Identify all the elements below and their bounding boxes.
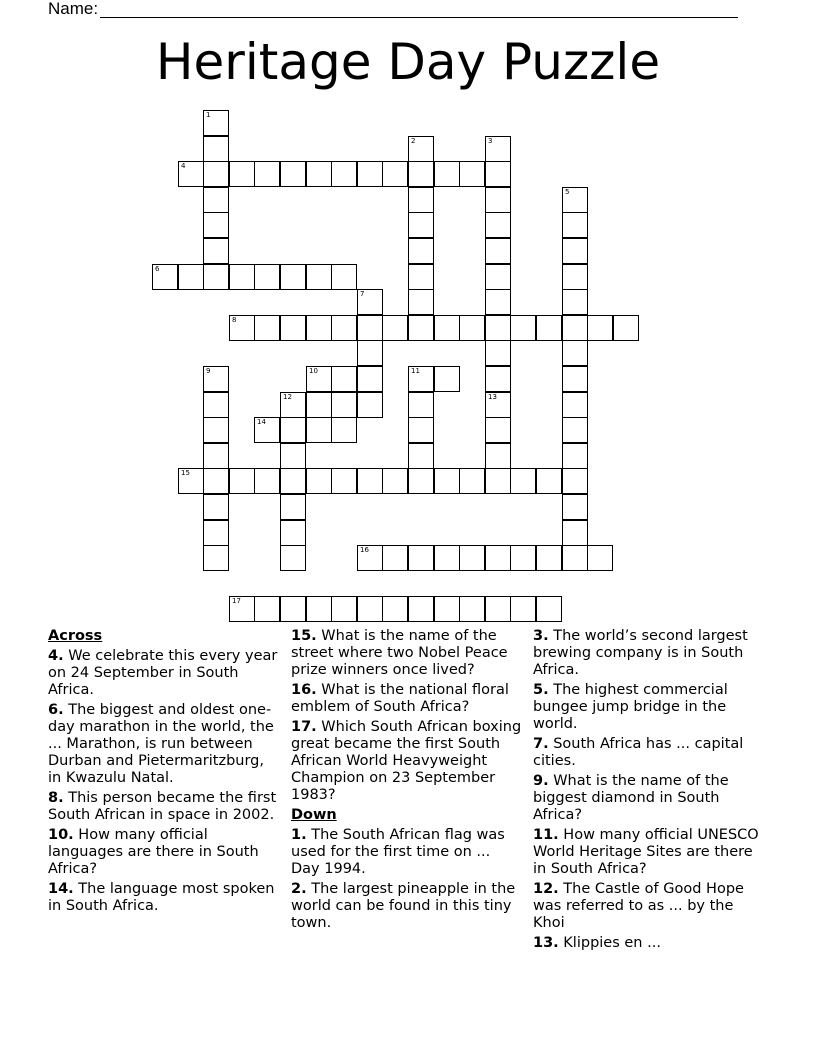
clue-number: 6: [155, 265, 160, 273]
clue-number: 10: [309, 367, 318, 375]
clue-text: How many official languages are there in South Africa?: [48, 827, 259, 877]
crossword-cell[interactable]: [203, 366, 229, 392]
across-clue-list: [48, 648, 280, 915]
across-clue-list-continued: [291, 628, 523, 804]
crossword-cell[interactable]: [510, 545, 536, 571]
clue-column-2: [291, 628, 523, 935]
clue-number: 16: [360, 546, 369, 554]
clue: [533, 881, 765, 932]
crossword-cell[interactable]: [152, 264, 178, 290]
down-clue-list-continued: [533, 628, 765, 952]
clue-number-label: 14.: [48, 881, 74, 897]
crossword-cell[interactable]: [485, 136, 511, 162]
crossword-cell[interactable]: [459, 315, 485, 341]
clue: [48, 881, 280, 915]
crossword-cell[interactable]: [280, 315, 306, 341]
crossword-cell[interactable]: [562, 315, 588, 341]
crossword-cell[interactable]: [229, 161, 255, 187]
clue-number: 3: [488, 137, 493, 145]
crossword-cell[interactable]: [229, 596, 255, 622]
crossword-cell[interactable]: [331, 417, 357, 443]
crossword-cell[interactable]: [382, 468, 408, 494]
crossword-cell[interactable]: [408, 545, 434, 571]
clue-number: 2: [411, 137, 416, 145]
crossword-cell[interactable]: [331, 366, 357, 392]
crossword-cell[interactable]: [280, 494, 306, 520]
clue-number-label: 4.: [48, 648, 64, 664]
clue: [533, 628, 765, 679]
clue-number: 11: [411, 367, 420, 375]
crossword-cell[interactable]: [485, 238, 511, 264]
crossword-cell[interactable]: [562, 520, 588, 546]
crossword-cell[interactable]: [408, 366, 434, 392]
clue: [48, 648, 280, 699]
crossword-cell[interactable]: [485, 443, 511, 469]
clue-text: The Castle of Good Hope was referred to as ... by the Khoi: [533, 881, 744, 931]
clue-number-label: 7.: [533, 736, 549, 752]
crossword-cell[interactable]: [331, 596, 357, 622]
crossword-cell[interactable]: [382, 545, 408, 571]
clue: [48, 827, 280, 878]
crossword-cell[interactable]: [536, 315, 562, 341]
crossword-cell[interactable]: [408, 212, 434, 238]
clue-text: Which South African boxing great became the first South African World Heavyweight Champion on 23 September 1983?: [291, 719, 522, 803]
crossword-cell[interactable]: [254, 161, 280, 187]
down-clue-list: [291, 827, 523, 932]
crossword-cell[interactable]: [408, 136, 434, 162]
crossword-cell[interactable]: [459, 545, 485, 571]
crossword-cell[interactable]: [254, 596, 280, 622]
clue-number-label: 9.: [533, 773, 549, 789]
clue-text: What is the name of the biggest diamond in South Africa?: [533, 773, 729, 823]
crossword-cell[interactable]: [203, 264, 229, 290]
clue-number-label: 2.: [291, 881, 307, 897]
crossword-cell[interactable]: [357, 392, 383, 418]
clue: [533, 773, 765, 824]
clue-text: How many official UNESCO World Heritage Sites are there in South Africa?: [533, 827, 759, 877]
crossword-cell[interactable]: [408, 187, 434, 213]
crossword-cell[interactable]: [510, 468, 536, 494]
crossword-cell[interactable]: [613, 315, 639, 341]
clue-text: What is the national floral emblem of South Africa?: [291, 682, 509, 715]
crossword-cell[interactable]: [382, 161, 408, 187]
crossword-cell[interactable]: [485, 392, 511, 418]
clue: [291, 628, 523, 679]
crossword-cell[interactable]: [434, 366, 460, 392]
crossword-cell[interactable]: [229, 264, 255, 290]
clue: [48, 702, 280, 787]
clue-text: The highest commercial bungee jump bridge in the world.: [533, 682, 728, 732]
clue-number: 5: [565, 188, 570, 196]
crossword-cell[interactable]: [408, 161, 434, 187]
clue-number: 14: [257, 418, 266, 426]
clue: [533, 827, 765, 878]
crossword-cell[interactable]: [203, 520, 229, 546]
crossword-cell[interactable]: [408, 315, 434, 341]
crossword-cell[interactable]: [434, 468, 460, 494]
crossword-cell[interactable]: [203, 494, 229, 520]
crossword-cell[interactable]: [485, 468, 511, 494]
clue-number: 4: [181, 162, 186, 170]
crossword-cell[interactable]: [562, 468, 588, 494]
crossword-cell[interactable]: [536, 468, 562, 494]
crossword-cell[interactable]: [562, 340, 588, 366]
crossword-cell[interactable]: [306, 596, 332, 622]
clue-number: 17: [232, 597, 241, 605]
clue: [291, 682, 523, 716]
crossword-cell[interactable]: [434, 596, 460, 622]
crossword-cell[interactable]: [357, 289, 383, 315]
crossword-cell[interactable]: [357, 315, 383, 341]
across-heading: Across: [48, 628, 103, 644]
crossword-cell[interactable]: [485, 289, 511, 315]
crossword-cell[interactable]: [331, 392, 357, 418]
crossword-cell[interactable]: [536, 545, 562, 571]
clue: [291, 827, 523, 878]
crossword-cell[interactable]: [485, 161, 511, 187]
crossword-cell[interactable]: [203, 468, 229, 494]
crossword-cell[interactable]: [434, 161, 460, 187]
clue-number-label: 1.: [291, 827, 307, 843]
crossword-cell[interactable]: [536, 596, 562, 622]
crossword-cell[interactable]: [459, 596, 485, 622]
clue-text: The world’s second largest brewing company is in South Africa.: [533, 628, 748, 678]
crossword-cell[interactable]: [203, 110, 229, 136]
clue-text: The language most spoken in South Africa.: [48, 881, 275, 914]
crossword-cell[interactable]: [562, 289, 588, 315]
clue-number-label: 11.: [533, 827, 559, 843]
crossword-cell[interactable]: [203, 392, 229, 418]
clue-number: 7: [360, 290, 365, 298]
crossword-cell[interactable]: [306, 417, 332, 443]
crossword-cell[interactable]: [434, 545, 460, 571]
crossword-cell[interactable]: [203, 417, 229, 443]
crossword-cell[interactable]: [562, 187, 588, 213]
clue: [48, 790, 280, 824]
crossword-cell[interactable]: [254, 315, 280, 341]
crossword-cell[interactable]: [562, 417, 588, 443]
clue-text: The South African flag was used for the first time on ... Day 1994.: [291, 827, 505, 877]
clue-number: 15: [181, 469, 190, 477]
crossword-cell[interactable]: [178, 264, 204, 290]
crossword-cell[interactable]: [357, 366, 383, 392]
crossword-cell[interactable]: [306, 366, 332, 392]
clue-column-3: [533, 628, 765, 955]
crossword-cell[interactable]: [562, 443, 588, 469]
clue-text: We celebrate this every year on 24 September in South Africa.: [48, 648, 278, 698]
crossword-cell[interactable]: [254, 264, 280, 290]
clue-text: The biggest and oldest one-day marathon in the world, the ... Marathon, is run between Durban and Pietermaritzburg, in Kwazulu Natal.: [48, 702, 274, 786]
crossword-cell[interactable]: [408, 417, 434, 443]
name-underline[interactable]: [100, 1, 738, 18]
clue-text: South Africa has ... capital cities.: [533, 736, 744, 769]
name-field[interactable]: [48, 0, 738, 18]
crossword-cell[interactable]: [254, 468, 280, 494]
clue-column-1: [48, 628, 280, 918]
crossword-cell[interactable]: [203, 212, 229, 238]
crossword-cell[interactable]: [357, 468, 383, 494]
crossword-cell[interactable]: [203, 187, 229, 213]
clue-number: 8: [232, 316, 237, 324]
clue-number-label: 10.: [48, 827, 74, 843]
crossword-cell[interactable]: [280, 392, 306, 418]
crossword-cell[interactable]: [306, 315, 332, 341]
crossword-cell[interactable]: [408, 289, 434, 315]
crossword-cell[interactable]: [178, 468, 204, 494]
clue-number: 1: [206, 111, 211, 119]
clue-number-label: 6.: [48, 702, 64, 718]
clue-text: The largest pineapple in the world can be found in this tiny town.: [291, 881, 516, 931]
crossword-cell[interactable]: [408, 264, 434, 290]
crossword-cell[interactable]: [408, 596, 434, 622]
crossword-cell[interactable]: [357, 596, 383, 622]
crossword-cell[interactable]: [306, 468, 332, 494]
crossword-cell[interactable]: [408, 392, 434, 418]
crossword-cell[interactable]: [254, 417, 280, 443]
crossword-cell[interactable]: [203, 161, 229, 187]
crossword-cell[interactable]: [203, 443, 229, 469]
crossword-cell[interactable]: [587, 315, 613, 341]
crossword-cell[interactable]: [562, 238, 588, 264]
crossword-cell[interactable]: [562, 392, 588, 418]
crossword-cell[interactable]: [229, 468, 255, 494]
crossword-cell[interactable]: [485, 545, 511, 571]
name-label: Name:: [48, 0, 99, 18]
crossword-cell[interactable]: [382, 596, 408, 622]
crossword-cell[interactable]: [280, 468, 306, 494]
crossword-cell[interactable]: [280, 161, 306, 187]
crossword-cell[interactable]: [203, 545, 229, 571]
clue: [533, 736, 765, 770]
crossword-cell[interactable]: [331, 315, 357, 341]
crossword-cell[interactable]: [587, 545, 613, 571]
clue: [291, 881, 523, 932]
crossword-cell[interactable]: [485, 315, 511, 341]
crossword-cell[interactable]: [331, 468, 357, 494]
clue-number: 12: [283, 393, 292, 401]
crossword-cell[interactable]: [510, 315, 536, 341]
crossword-cell[interactable]: [408, 238, 434, 264]
clue: [533, 682, 765, 733]
crossword-cell[interactable]: [485, 596, 511, 622]
clue-number-label: 17.: [291, 719, 317, 735]
crossword-cell[interactable]: [485, 187, 511, 213]
crossword-cell[interactable]: [408, 468, 434, 494]
crossword-cell[interactable]: [459, 161, 485, 187]
crossword-cell[interactable]: [229, 315, 255, 341]
clue-number-label: 16.: [291, 682, 317, 698]
crossword-cell[interactable]: [382, 315, 408, 341]
clue-number-label: 8.: [48, 790, 64, 806]
clue: [291, 719, 523, 804]
crossword-cell[interactable]: [280, 264, 306, 290]
clue-number-label: 5.: [533, 682, 549, 698]
crossword-cell[interactable]: [306, 392, 332, 418]
crossword-cell[interactable]: [357, 340, 383, 366]
clue-text: This person became the first South African in space in 2002.: [48, 790, 277, 823]
clue-number-label: 13.: [533, 935, 559, 951]
crossword-cell[interactable]: [280, 545, 306, 571]
clue-text: What is the name of the street where two Nobel Peace prize winners once lived?: [291, 628, 508, 678]
crossword-cell[interactable]: [562, 545, 588, 571]
clue-number: 9: [206, 367, 211, 375]
down-heading: Down: [291, 807, 337, 823]
crossword-cell[interactable]: [562, 366, 588, 392]
crossword-cell[interactable]: [203, 238, 229, 264]
crossword-cell[interactable]: [562, 212, 588, 238]
crossword-cell[interactable]: [178, 161, 204, 187]
crossword-cell[interactable]: [562, 494, 588, 520]
crossword-cell[interactable]: [280, 596, 306, 622]
crossword-cell[interactable]: [485, 264, 511, 290]
crossword-cell[interactable]: [485, 212, 511, 238]
crossword-cell[interactable]: [357, 545, 383, 571]
clue-text: Klippies en ...: [558, 935, 661, 951]
crossword-cell[interactable]: [485, 340, 511, 366]
clue-number-label: 12.: [533, 881, 559, 897]
crossword-cell[interactable]: [408, 443, 434, 469]
crossword-cell[interactable]: [357, 161, 383, 187]
clue: [533, 935, 765, 952]
crossword-cell[interactable]: [280, 520, 306, 546]
crossword-cell[interactable]: [280, 443, 306, 469]
crossword-cell[interactable]: [434, 315, 460, 341]
crossword-cell[interactable]: [331, 264, 357, 290]
crossword-cell[interactable]: [280, 417, 306, 443]
clue-number-label: 15.: [291, 628, 317, 644]
clue-number-label: 3.: [533, 628, 549, 644]
crossword-cell[interactable]: [203, 136, 229, 162]
crossword-cell[interactable]: [485, 366, 511, 392]
crossword-cell[interactable]: [306, 264, 332, 290]
clue-number: 13: [488, 393, 497, 401]
crossword-cell[interactable]: [331, 161, 357, 187]
crossword-cell[interactable]: [510, 596, 536, 622]
page-title: Heritage Day Puzzle: [155, 33, 661, 91]
crossword-cell[interactable]: [562, 264, 588, 290]
crossword-cell[interactable]: [485, 417, 511, 443]
crossword-cell[interactable]: [459, 468, 485, 494]
crossword-cell[interactable]: [306, 161, 332, 187]
